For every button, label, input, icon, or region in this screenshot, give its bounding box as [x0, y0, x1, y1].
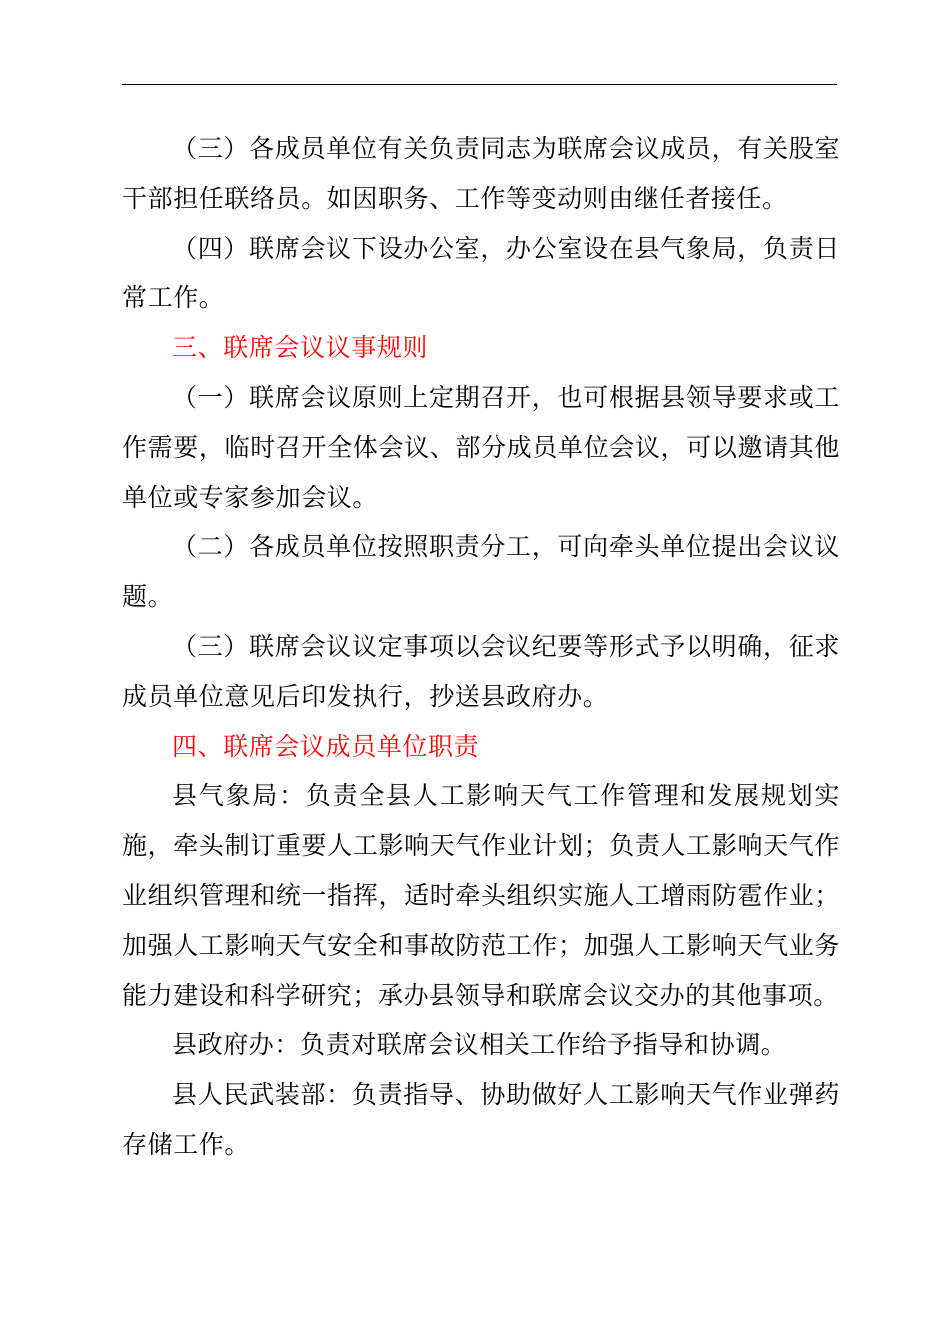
- paragraph-duty-armed-forces: 县人民武装部：负责指导、协助做好人工影响天气作业弹药存储工作。: [122, 1080, 840, 1159]
- paragraph-members: （三）各成员单位有关负责同志为联席会议成员，有关股室干部担任联络员。如因职务、工作等变动则由继任者接任。: [122, 134, 840, 213]
- section-heading-rules: 三、联席会议议事规则: [172, 333, 429, 363]
- paragraph-rule-1: （一）联席会议原则上定期召开，也可根据县领导要求或工作需要，临时召开全体会议、部分成员单位会议，可以邀请其他单位或专家参加会议。: [122, 382, 840, 512]
- document-body: [122, 124, 840, 1170]
- section-heading-duties: 四、联席会议成员单位职责: [172, 731, 480, 761]
- paragraph-office: （四）联席会议下设办公室，办公室设在县气象局，负责日常工作。: [122, 233, 840, 313]
- paragraph-rule-2: （二）各成员单位按照职责分工，可向牵头单位提出会议议题。: [122, 532, 840, 612]
- header-rule: [122, 84, 837, 85]
- paragraph-rule-3: （三）联席会议议定事项以会议纪要等形式予以明确，征求成员单位意见后印发执行，抄送县政府办。: [122, 631, 840, 711]
- paragraph-duty-government-office: 县政府办：负责对联席会议相关工作给予指导和协调。: [172, 1030, 787, 1060]
- paragraph-duty-meteorology: 县气象局：负责全县人工影响天气工作管理和发展规划实施，牵头制订重要人工影响天气作业计划；负责人工影响天气作业组织管理和统一指挥，适时牵头组织实施人工增雨防雹作业；加强人工影响天气安全和事故防范工作；加强人工影响天气业务能力建设和科学研究；承办县领导和联席会议交办的其他事项。: [122, 781, 840, 1010]
